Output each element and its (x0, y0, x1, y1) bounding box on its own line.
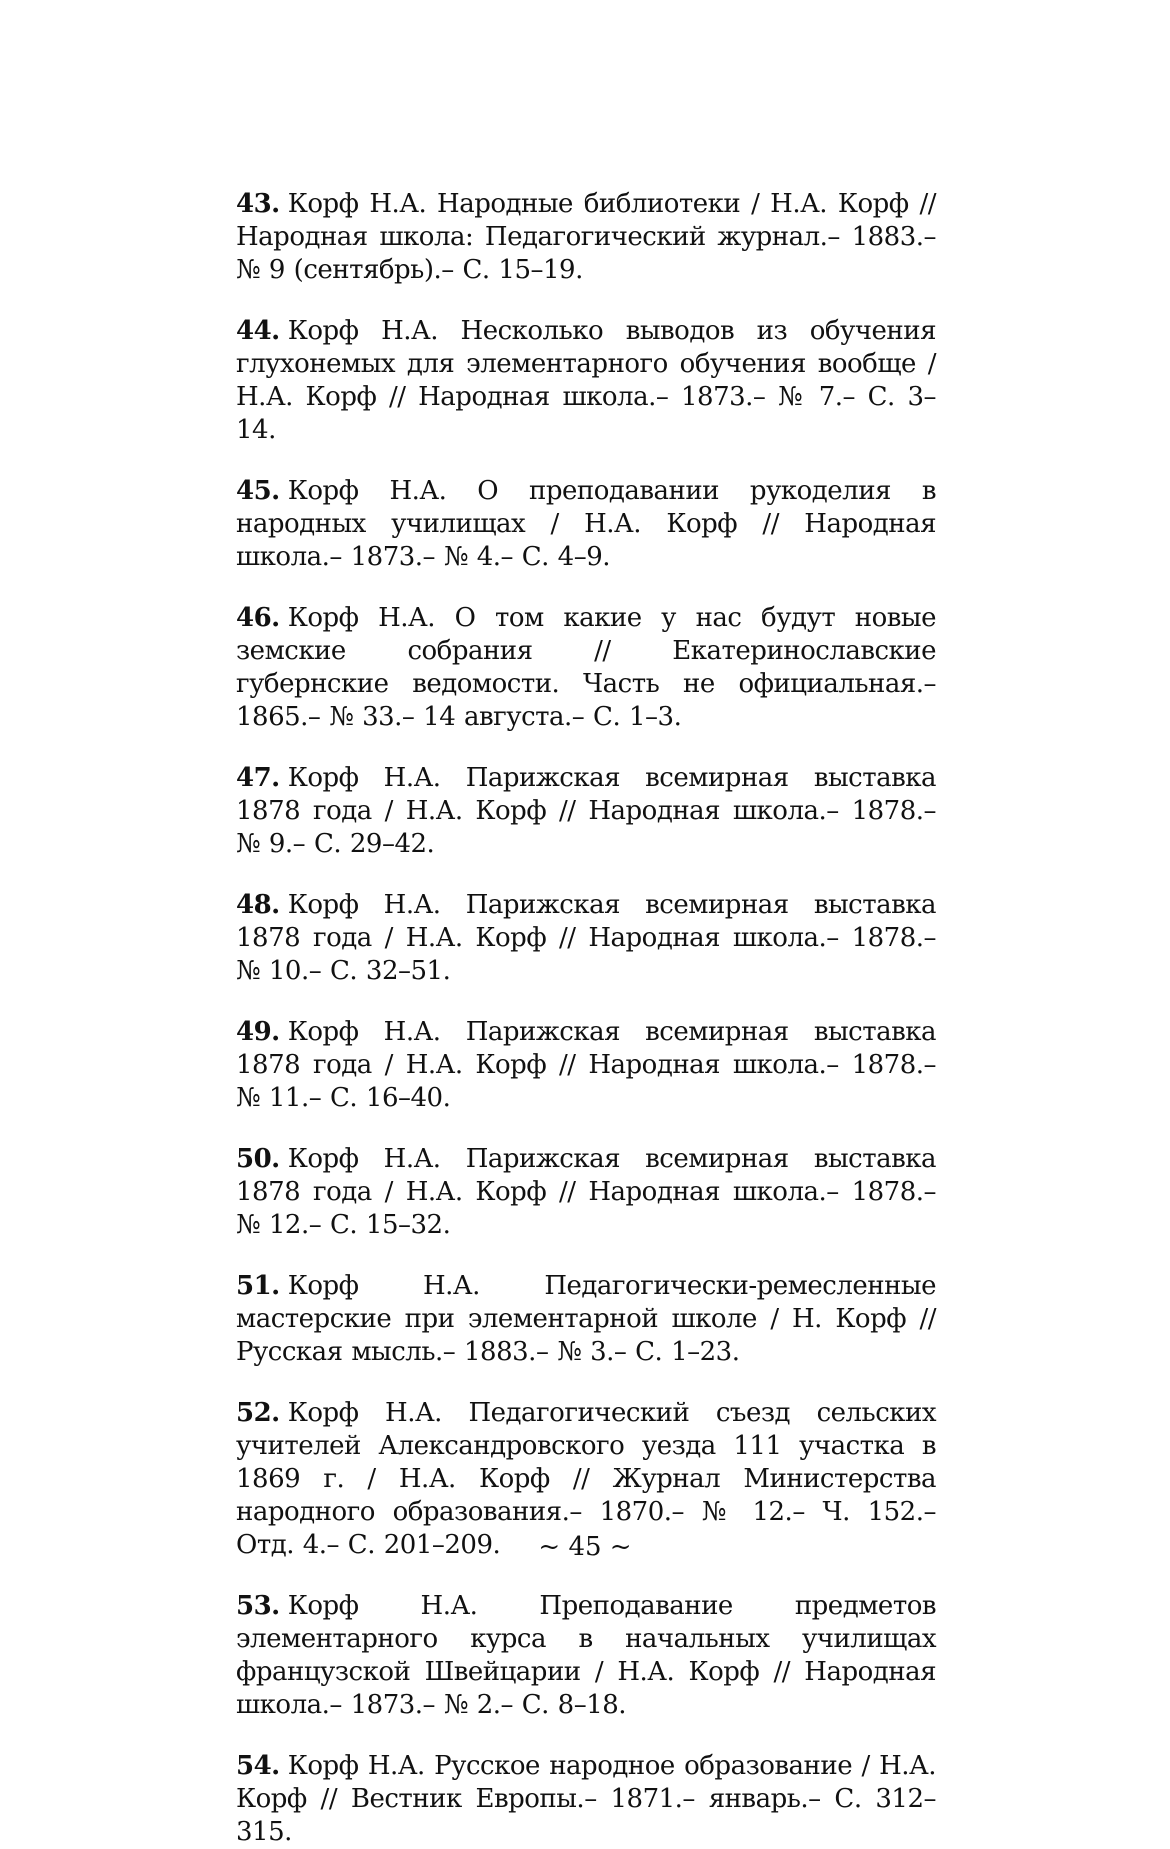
entry-number: 52. (236, 1398, 280, 1428)
bibliography-entry (236, 475, 936, 574)
entry-number: 45. (236, 476, 280, 506)
bibliography-entry (236, 889, 936, 988)
entry-text: Корф Н.А. Преподавание предметов элементарного курса в начальных училищах французской Швейцарии / Н.А. Корф // Народная школа.– 1873.– № 2.– С. 8–18. (236, 1591, 936, 1720)
entry-number: 47. (236, 763, 280, 793)
bibliography-entry (236, 1750, 936, 1849)
entry-text: Корф Н.А. Народные библиотеки / Н.А. Корф // Народная школа: Педагогический журнал.– 1883.– № 9 (сентябрь).– С. 15–19. (236, 189, 936, 285)
page-number: ~ 45 ~ (538, 1532, 632, 1562)
bibliography-entry (236, 602, 936, 734)
entry-number: 44. (236, 316, 280, 346)
entry-text: Корф Н.А. Несколько выводов из обучения глухонемых для элементарного обучения вообще / Н.А. Корф // Народная школа.– 1873.– № 7.– С. 3–14. (236, 316, 936, 445)
entry-number: 49. (236, 1017, 280, 1047)
entry-number: 51. (236, 1271, 280, 1301)
entry-number: 46. (236, 603, 280, 633)
bibliography-entry (236, 762, 936, 861)
entry-number: 50. (236, 1144, 280, 1174)
entry-text: Корф Н.А. Парижская всемирная выставка 1878 года / Н.А. Корф // Народная школа.– 1878.– № 11.– С. 16–40. (236, 1017, 936, 1113)
entry-number: 54. (236, 1751, 280, 1781)
entry-text: Корф Н.А. О преподавании рукоделия в народных училищах / Н.А. Корф // Народная школа.– 1873.– № 4.– С. 4–9. (236, 476, 936, 572)
entry-text: Корф Н.А. Парижская всемирная выставка 1878 года / Н.А. Корф // Народная школа.– 1878.– № 9.– С. 29–42. (236, 763, 936, 859)
bibliography-entry (236, 1016, 936, 1115)
bibliography-list (236, 188, 936, 1849)
entry-number: 48. (236, 890, 280, 920)
entry-text: Корф Н.А. Педагогический съезд сельских учителей Александровского уезда 111 участка в 1869 г. / Н.А. Корф // Журнал Министерства народного образования.– 1870.– № 12.– Ч. 152.– Отд. 4.– С. 201–209. (236, 1398, 936, 1560)
bibliography-entry (236, 1270, 936, 1369)
entry-text: Корф Н.А. О том какие у нас будут новые земские собрания // Екатеринославские губернские ведомости. Часть не официальная.– 1865.– № 33.– 14 августа.– С. 1–3. (236, 603, 936, 732)
entry-text: Корф Н.А. Педагогически-ремесленные мастерские при элементарной школе / Н. Корф // Русская мысль.– 1883.– № 3.– С. 1–23. (236, 1271, 936, 1367)
entry-number: 53. (236, 1591, 280, 1621)
entry-text: Корф Н.А. Парижская всемирная выставка 1878 года / Н.А. Корф // Народная школа.– 1878.– № 12.– С. 15–32. (236, 1144, 936, 1240)
bibliography-entry (236, 1143, 936, 1242)
bibliography-entry (236, 1590, 936, 1722)
bibliography-entry (236, 188, 936, 287)
entry-number: 43. (236, 189, 280, 219)
entry-text: Корф Н.А. Парижская всемирная выставка 1878 года / Н.А. Корф // Народная школа.– 1878.– № 10.– С. 32–51. (236, 890, 936, 986)
bibliography-entry (236, 315, 936, 447)
entry-text: Корф Н.А. Русское народное образование / Н.А. Корф // Вестник Европы.– 1871.– январь.– С. 312–315. (236, 1751, 936, 1847)
